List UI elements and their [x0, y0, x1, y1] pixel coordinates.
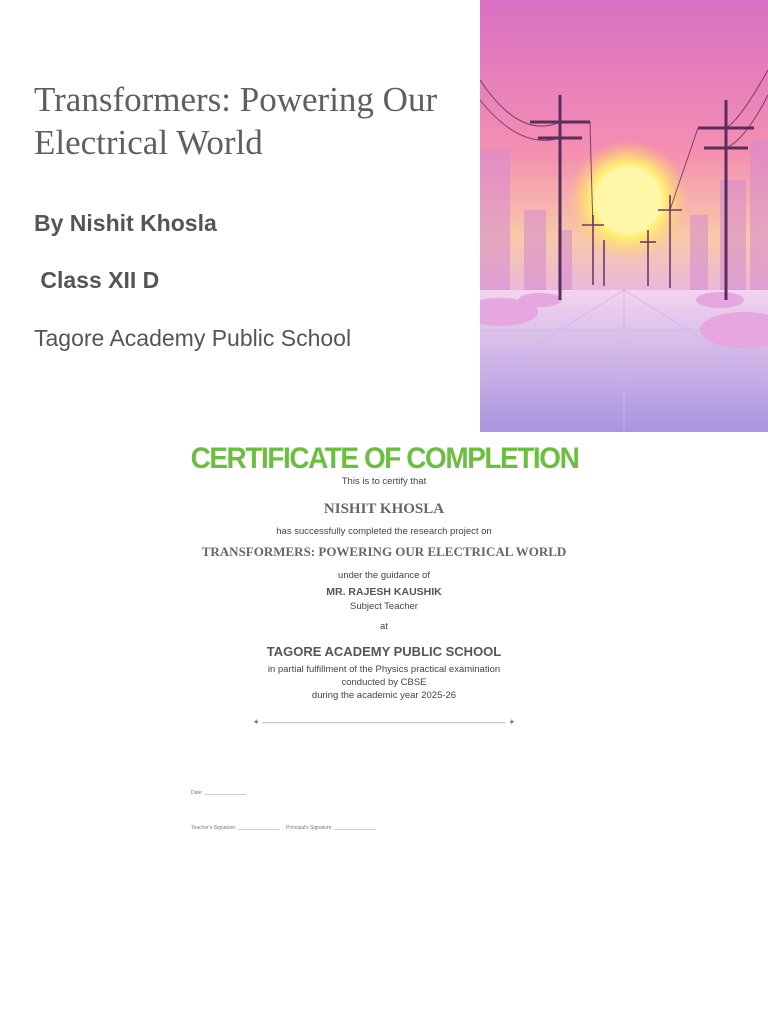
- ornament-divider: ✦ ——————————————————————————— ✦: [252, 717, 516, 727]
- teacher-role: Subject Teacher: [350, 601, 418, 612]
- at-text: at: [380, 621, 388, 632]
- conducted-text: conducted by CBSE: [341, 677, 427, 688]
- certify-intro: This is to certify that: [341, 476, 427, 487]
- guidance-text: under the guidance of: [338, 570, 430, 581]
- certificate-heading: CERTIFICATE OF COMPLETION: [190, 442, 578, 475]
- principal-signature-line: Principal's Signature: _______________: [286, 825, 376, 831]
- certificate-school: TAGORE ACADEMY PUBLIC SCHOOL: [266, 644, 502, 659]
- fulfillment-text: in partial fulfillment of the Physics practical examination: [267, 664, 501, 675]
- cover-title: Transformers: Powering Our Electrical World: [34, 80, 438, 162]
- project-title: TRANSFORMERS: POWERING OUR ELECTRICAL WORLD: [201, 544, 567, 559]
- cover-class: Class XII D: [34, 267, 160, 293]
- cover-school: Tagore Academy Public School: [34, 325, 352, 351]
- certificate: [0, 440, 768, 728]
- student-name: NISHIT KHOSLA: [323, 501, 445, 517]
- cover-illustration: [480, 0, 768, 432]
- cover-author: By Nishit Khosla: [34, 210, 217, 236]
- teacher-name: MR. RAJESH KAUSHIK: [326, 586, 442, 598]
- teacher-signature-line: Teacher's Signature: _______________: [191, 825, 280, 831]
- date-line: Date: _______________: [191, 790, 247, 796]
- academic-year: during the academic year 2025-26: [311, 690, 457, 701]
- completion-text: has successfully completed the research project on: [276, 526, 492, 537]
